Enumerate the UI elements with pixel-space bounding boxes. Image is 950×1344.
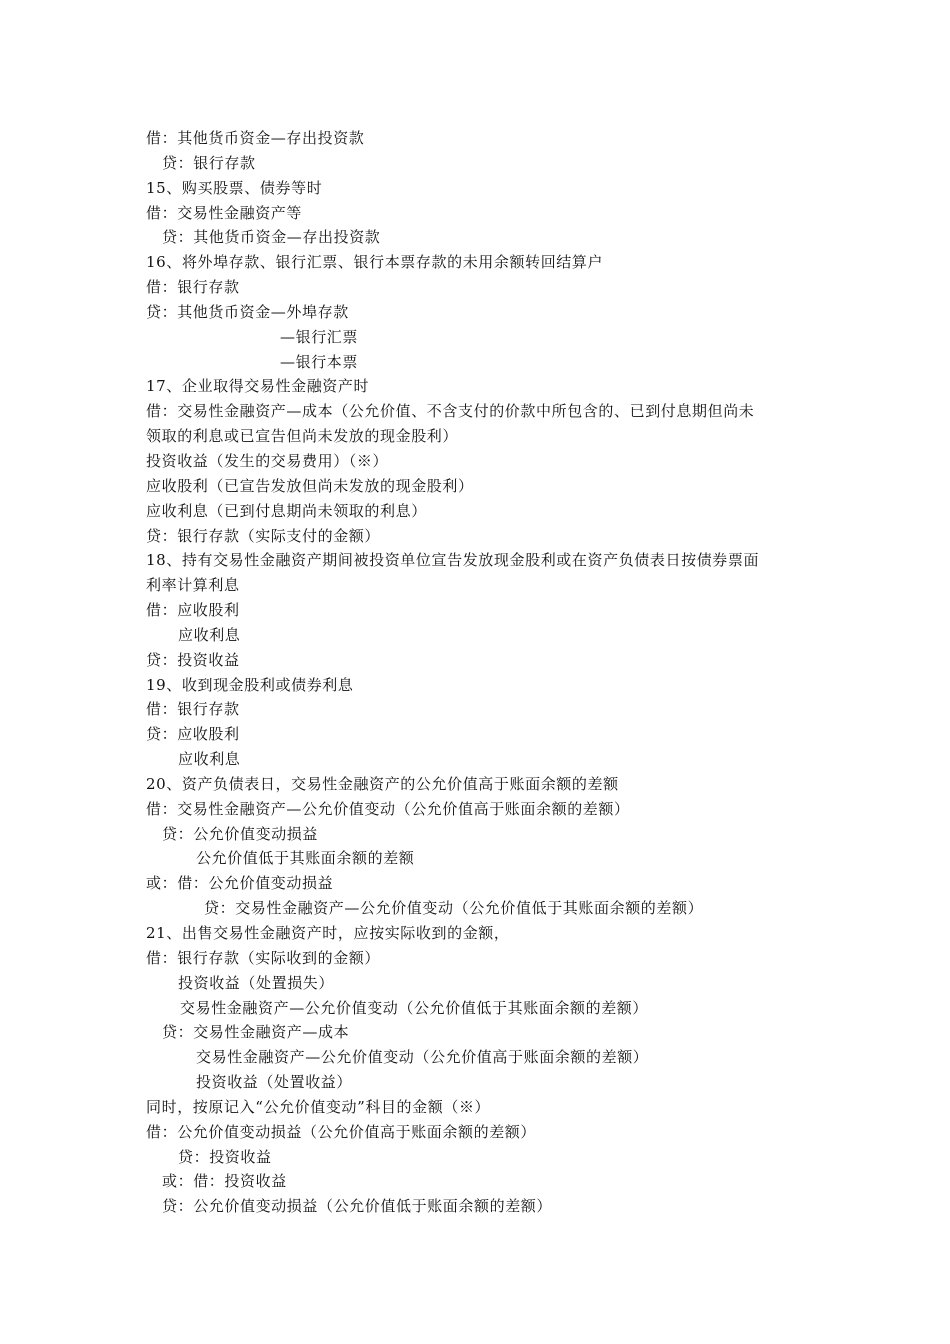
text-line: 贷：其他货币资金—外埠存款 <box>146 302 349 321</box>
text-line: 贷：投资收益 <box>178 1147 272 1166</box>
text-line: 贷：银行存款 <box>162 153 256 172</box>
text-line: 贷：银行存款（实际支付的金额） <box>146 526 381 545</box>
text-line: —银行本票 <box>280 352 359 371</box>
text-line: 或：借：公允价值变动损益 <box>146 874 334 893</box>
section-heading: 18、持有交易性金融资产期间被投资单位宣告发放现金股利或在资产负债表日按债券票面 <box>146 551 760 570</box>
section-heading: 19、收到现金股利或债券利息 <box>146 675 354 694</box>
section-heading: 15、购买股票、债券等时 <box>146 178 323 197</box>
text-line: 贷：公允价值变动损益 <box>162 824 319 843</box>
text-line: 借：银行存款 <box>146 278 240 297</box>
document-page <box>146 126 826 1219</box>
text-line: 借：交易性金融资产—公允价值变动（公允价值高于账面余额的差额） <box>146 799 630 818</box>
text-line: 贷：交易性金融资产—公允价值变动（公允价值低于其账面余额的差额） <box>204 899 704 918</box>
text-line: —银行汇票 <box>280 327 359 346</box>
section-heading: 17、企业取得交易性金融资产时 <box>146 377 370 396</box>
text-line: 贷：投资收益 <box>146 650 240 669</box>
text-line: 交易性金融资产—公允价值变动（公允价值高于账面余额的差额） <box>196 1048 649 1067</box>
text-line: 借：其他货币资金—存出投资款 <box>146 129 365 147</box>
text-line: 借：银行存款（实际收到的金额） <box>146 948 381 967</box>
text-line: 应收利息（已到付息期尚未领取的利息） <box>146 501 427 520</box>
text-line: 应收利息 <box>178 750 241 769</box>
section-heading: 20、资产负债表日，交易性金融资产的公允价值高于账面余额的差额 <box>146 774 619 793</box>
text-line: 交易性金融资产—公允价值变动（公允价值低于其账面余额的差额） <box>180 998 649 1017</box>
text-line: 贷：应收股利 <box>146 725 240 744</box>
section-heading: 16、将外埠存款、银行汇票、银行本票存款的未用余额转回结算户 <box>146 253 604 272</box>
text-line: 领取的利息或已宣告但尚未发放的现金股利） <box>146 427 459 446</box>
text-line: 利率计算利息 <box>146 576 240 595</box>
text-line: 贷：公允价值变动损益（公允价值低于账面余额的差额） <box>162 1197 553 1216</box>
text-line: 借：银行存款 <box>146 700 240 719</box>
text-line: 投资收益（处置损失） <box>178 973 335 992</box>
text-line: 同时，按原记入“公允价值变动”科目的金额（※） <box>146 1097 491 1116</box>
text-line: 投资收益（处置收益） <box>196 1073 353 1092</box>
text-line: 贷：其他货币资金—存出投资款 <box>162 228 381 247</box>
text-line: 借：应收股利 <box>146 601 240 620</box>
text-line: 或：借：投资收益 <box>162 1172 287 1191</box>
text-line: 公允价值低于其账面余额的差额 <box>196 849 415 868</box>
text-line: 应收股利（已宣告发放但尚未发放的现金股利） <box>146 476 474 495</box>
section-heading: 21、出售交易性金融资产时，应按实际收到的金额， <box>146 924 510 942</box>
text-line: 投资收益（发生的交易费用）（※） <box>146 451 389 470</box>
text-line: 应收利息 <box>178 625 241 644</box>
text-line: 借：交易性金融资产—成本（公允价值、不含支付的价款中所包含的、已到付息期但尚未 <box>146 402 755 421</box>
text-line: 借：公允价值变动损益（公允价值高于账面余额的差额） <box>146 1122 537 1141</box>
text-line: 贷：交易性金融资产—成本 <box>162 1023 350 1042</box>
text-line: 借：交易性金融资产等 <box>146 203 303 222</box>
